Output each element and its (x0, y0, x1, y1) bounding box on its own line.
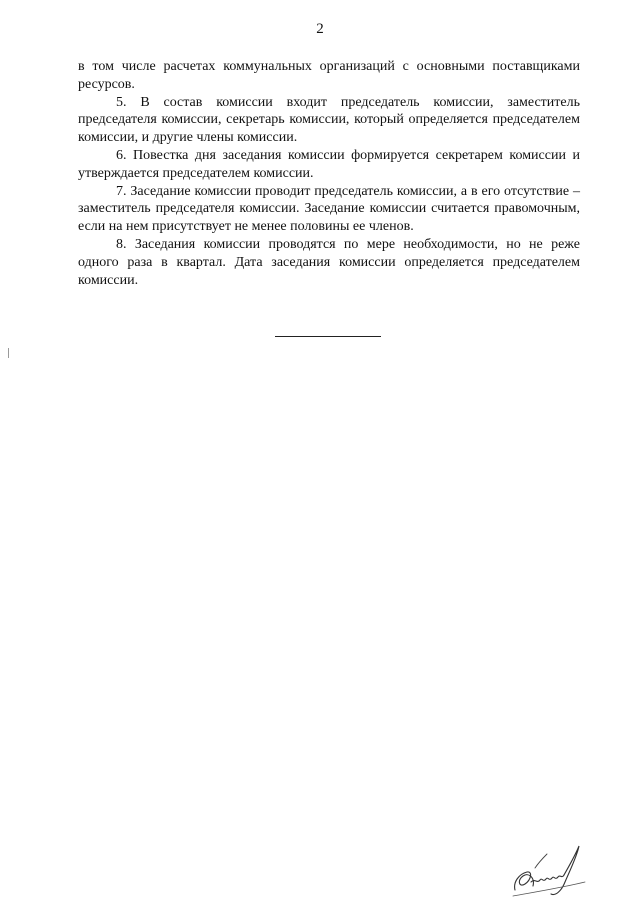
signature-icon (505, 838, 605, 900)
paragraph-item-8: 8. Заседания комиссии проводятся по мере необходимости, но не реже одного раза в квартал. Дата заседания комиссии определяется председателем комиссии. (78, 236, 580, 288)
margin-mark (8, 348, 9, 358)
end-separator-line (275, 336, 381, 337)
paragraph-continuation: в том числе расчетах коммунальных организаций с основными поставщиками ресурсов. (78, 59, 580, 92)
paragraph-item-6: 6. Повестка дня заседания комиссии формируется секретарем комиссии и утверждается председателем комиссии. (78, 147, 580, 181)
paragraph-item-5: 5. В состав комиссии входит председатель комиссии, заместитель председателя комиссии, секретарь комиссии, который определяется председателем комиссии, и другие члены комиссии. (78, 94, 580, 146)
document-body (78, 58, 580, 289)
paragraph-item-7: 7. Заседание комиссии проводит председатель комиссии, а в его отсутствие – заместитель председателя комиссии. Заседание комиссии считается правомочным, если на нем присутствует не менее половины ее членов. (78, 183, 580, 235)
page-number: 2 (316, 21, 324, 37)
